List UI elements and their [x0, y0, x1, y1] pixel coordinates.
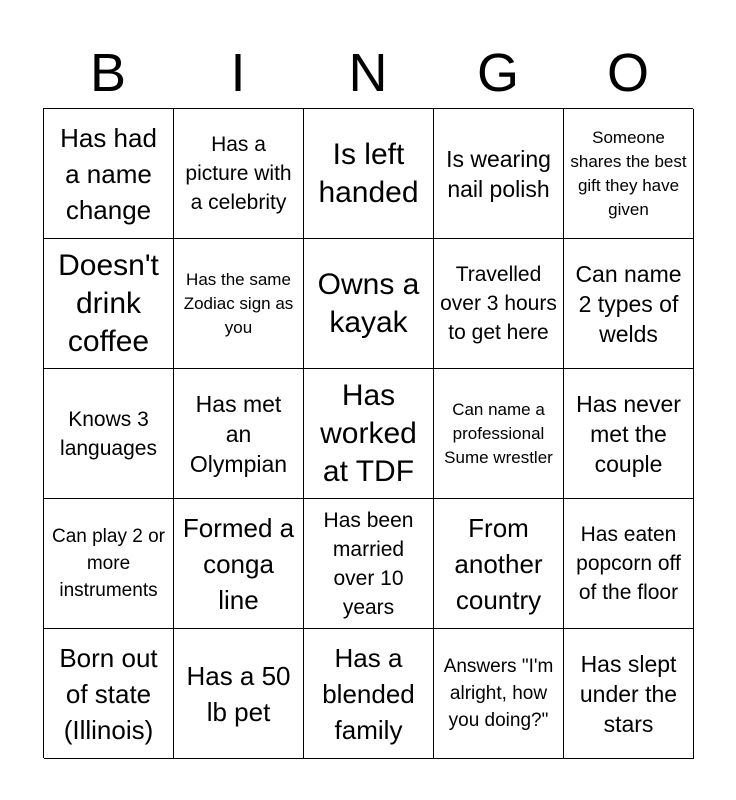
- bingo-cell[interactable]: [44, 239, 174, 369]
- bingo-cell[interactable]: [174, 629, 304, 759]
- header-letter-g: G: [476, 43, 519, 103]
- bingo-cell[interactable]: [434, 629, 564, 759]
- cell-text: Has eaten popcorn off of the floor: [576, 523, 681, 604]
- bingo-cell[interactable]: [304, 239, 434, 369]
- bingo-cell[interactable]: [44, 369, 174, 499]
- bingo-cell[interactable]: [564, 239, 694, 369]
- cell-text: Can name a professional Sume wrestler: [444, 399, 553, 467]
- cell-text: Born out of state (Illinois): [59, 642, 158, 745]
- cell-text: Has been married over 10 years: [323, 508, 414, 619]
- bingo-cell[interactable]: [434, 369, 564, 499]
- bingo-cell[interactable]: [304, 629, 434, 759]
- bingo-board: [43, 108, 693, 758]
- bingo-cell[interactable]: [44, 499, 174, 629]
- bingo-cell[interactable]: [44, 629, 174, 759]
- cell-text: Doesn't drink coffee: [58, 248, 159, 358]
- bingo-cell[interactable]: [564, 369, 694, 499]
- cell-text: Is wearing nail polish: [446, 145, 551, 202]
- bingo-cell[interactable]: [174, 499, 304, 629]
- cell-text: Is left handed: [318, 137, 419, 209]
- bingo-cell[interactable]: [564, 629, 694, 759]
- bingo-cell[interactable]: [304, 499, 434, 629]
- cell-text: Travelled over 3 hours to get here: [440, 263, 557, 344]
- cell-text: Has had a name change: [60, 122, 157, 225]
- cell-text: Has worked at TDF: [320, 378, 417, 488]
- cell-text: Has the same Zodiac sign as you: [183, 269, 294, 337]
- bingo-cell[interactable]: [434, 109, 564, 239]
- cell-text: Has met an Olympian: [189, 390, 288, 477]
- bingo-cell[interactable]: [174, 239, 304, 369]
- bingo-cell[interactable]: [174, 109, 304, 239]
- cell-text: Someone shares the best gift they have given: [570, 127, 687, 219]
- cell-text: From another country: [454, 512, 543, 615]
- header-letter-n: N: [348, 43, 388, 103]
- cell-text: Can play 2 or more instruments: [51, 526, 165, 601]
- bingo-cell[interactable]: [564, 499, 694, 629]
- bingo-cell[interactable]: [434, 239, 564, 369]
- cell-text: Knows 3 languages: [60, 407, 157, 460]
- header-letter-b: B: [89, 43, 127, 103]
- bingo-cell[interactable]: [564, 109, 694, 239]
- cell-text: Has never met the couple: [576, 390, 681, 477]
- header-letter-i: I: [230, 43, 246, 103]
- bingo-cell[interactable]: [174, 369, 304, 499]
- cell-text: Has a 50 lb pet: [186, 660, 291, 727]
- cell-text: Has a blended family: [322, 642, 415, 745]
- bingo-cell[interactable]: [304, 109, 434, 239]
- cell-text: Owns a kayak: [317, 267, 420, 339]
- cell-text: Can name 2 types of welds: [575, 260, 682, 347]
- bingo-cell[interactable]: [304, 369, 434, 499]
- bingo-cell[interactable]: [434, 499, 564, 629]
- header-letter-o: O: [606, 43, 649, 103]
- cell-text: Formed a conga line: [182, 512, 295, 615]
- bingo-cell[interactable]: [44, 109, 174, 239]
- bingo-header: [43, 38, 693, 108]
- cell-text: Answers "I'm alright, how you doing?": [443, 656, 554, 731]
- cell-text: Has slept under the stars: [579, 650, 678, 737]
- cell-text: Has a picture with a celebrity: [185, 133, 292, 214]
